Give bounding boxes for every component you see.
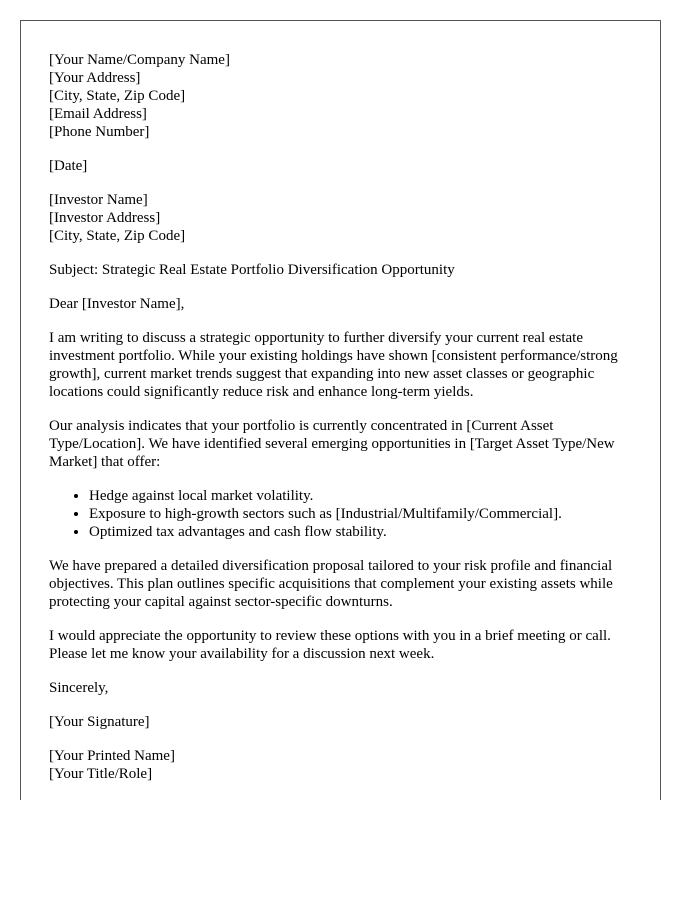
recipient-address: [Investor Address] <box>49 210 161 226</box>
salutation: Dear [Investor Name], <box>49 296 185 312</box>
recipient-name: [Investor Name] <box>49 192 148 208</box>
closing: Sincerely, <box>49 680 109 696</box>
letter-date: [Date] <box>49 158 88 174</box>
subject-line: Subject: Strategic Real Estate Portfolio Diversification Opportunity <box>49 262 455 278</box>
sender-block <box>49 51 639 141</box>
benefit-item: • Hedge against local market volatility. <box>89 487 639 505</box>
sender-email: [Email Address] <box>49 106 147 122</box>
printed-name: [Your Printed Name] <box>49 748 175 764</box>
signer-block <box>49 747 639 783</box>
title-role: [Your Title/Role] <box>49 766 153 782</box>
benefits-list <box>49 487 639 541</box>
sender-phone: [Phone Number] <box>49 124 150 140</box>
letter-content <box>49 51 639 799</box>
benefit-item: • Optimized tax advantages and cash flow stability. <box>89 523 639 541</box>
benefit-item: • Exposure to high-growth sectors such as [Industrial/Multifamily/Commercial]. <box>89 505 639 523</box>
sender-address: [Your Address] <box>49 70 141 86</box>
recipient-city-state-zip: [City, State, Zip Code] <box>49 228 186 244</box>
body-paragraph-1: I am writing to discuss a strategic opportunity to further diversify your current real estate investment portfolio. While your existing holdings have shown [consistent performance/strong growth], current market trends suggest that expanding into new asset classes or geographic locations could significantly reduce risk and enhance long-term yields. <box>49 330 618 400</box>
date-block <box>49 157 639 175</box>
signature-placeholder: [Your Signature] <box>49 714 150 730</box>
body-paragraph-4: I would appreciate the opportunity to review these options with you in a brief meeting or call. Please let me know your availability for a discussion next week. <box>49 628 611 662</box>
sender-city-state-zip: [City, State, Zip Code] <box>49 88 186 104</box>
sender-name: [Your Name/Company Name] <box>49 52 230 68</box>
body-paragraph-2: Our analysis indicates that your portfolio is currently concentrated in [Current Asset Type/Location]. We have identified several emerging opportunities in [Target Asset Type/New Market] that offer: <box>49 418 615 470</box>
body-paragraph-3: We have prepared a detailed diversification proposal tailored to your risk profile and financial objectives. This plan outlines specific acquisitions that complement your existing assets while protecting your capital against sector-specific downturns. <box>49 558 613 610</box>
recipient-block <box>49 191 639 245</box>
letter-page <box>20 20 661 800</box>
